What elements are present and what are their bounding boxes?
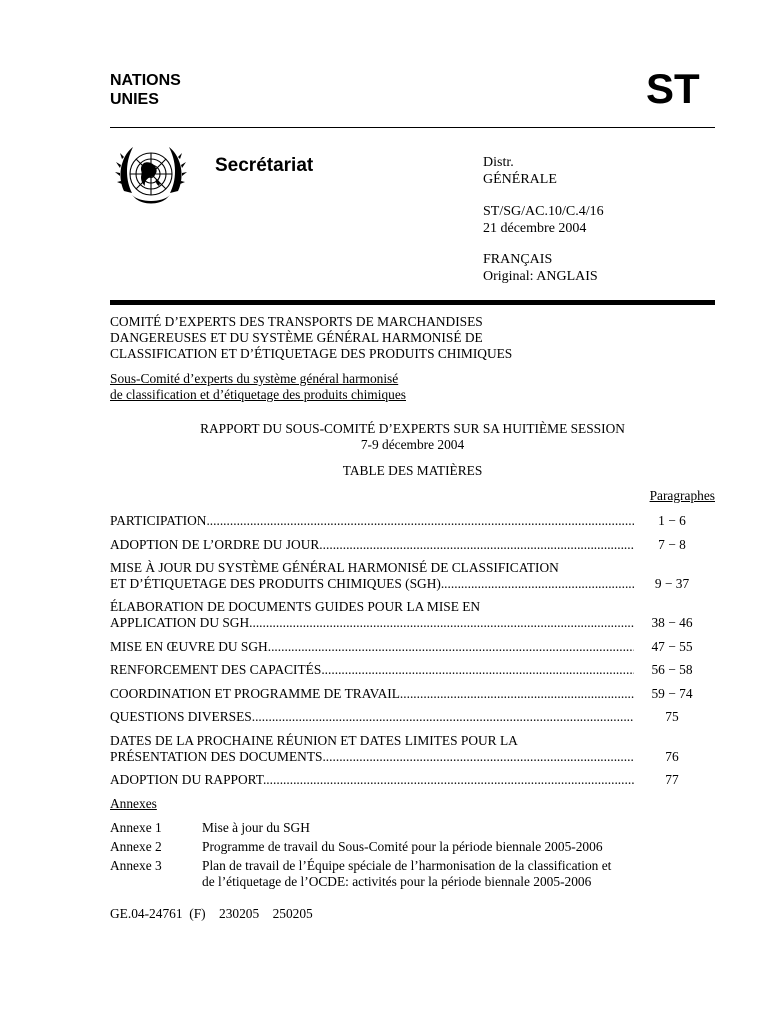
annex-description: Plan de travail de l’Équipe spéciale de l’harmonisation de la classification et de l’étiquetage de l’OCDE: activités pour la période biennale 2005-2006 (202, 858, 612, 889)
toc-entry-pages: 56 − 58 (651, 662, 693, 677)
document-series: ST (646, 65, 700, 112)
toc-entry (110, 772, 715, 788)
footer-doc-code: GE.04-24761 (110, 906, 183, 921)
toc-entry (110, 537, 715, 553)
toc-title: TABLE DES MATIÈRES (342, 463, 483, 478)
annex-description: Programme de travail du Sous-Comité pour la période biennale 2005-2006 (202, 839, 603, 854)
subcommittee-line-2: de classification et d’étiquetage des produits chimiques (110, 387, 406, 402)
footer-date-1: 230205 (219, 906, 260, 921)
distr-label: Distr. (483, 155, 514, 170)
toc-entry-title-line1: DATES DE LA PROCHAINE RÉUNION ET DATES LIMITES POUR LA (110, 733, 518, 748)
toc-entry-title-line1: ÉLABORATION DE DOCUMENTS GUIDES POUR LA MISE EN (110, 599, 481, 614)
paragraphs-header: Paragraphes (649, 488, 715, 503)
toc-entry-title-line1: MISE À JOUR DU SYSTÈME GÉNÉRAL HARMONISÉ DE CLASSIFICATION (110, 560, 559, 575)
organization-name (110, 71, 181, 109)
original-language: Original: ANGLAIS (483, 269, 598, 284)
toc-entry-pages: 7 − 8 (658, 537, 686, 552)
un-emblem-icon (114, 141, 188, 213)
toc-entry-title: ADOPTION DE L’ORDRE DU JOUR ..... (110, 537, 634, 553)
toc-entry-title: APPLICATION DU SGH ..... (110, 615, 634, 631)
subcommittee-line-1: Sous-Comité d’experts du système général harmonisé (110, 371, 399, 386)
toc-entry-title: PRÉSENTATION DES DOCUMENTS ..... (110, 749, 634, 765)
committee-name (110, 314, 610, 362)
language-block (483, 251, 598, 285)
annex-label: Annexe 1 (110, 820, 162, 835)
committee-line-3: CLASSIFICATION ET D’ÉTIQUETAGE DES PRODUITS CHIMIQUES (110, 346, 513, 361)
toc-entry-pages: 47 − 55 (651, 639, 693, 654)
toc-entry (110, 599, 715, 631)
toc-entry-pages: 59 − 74 (651, 686, 693, 701)
toc-entry (110, 639, 715, 655)
toc-entry (110, 686, 715, 702)
toc-entry-pages: 76 (665, 749, 679, 764)
toc-entry (110, 733, 715, 765)
distr-type: GÉNÉRALE (483, 172, 557, 187)
toc-entry-title: ADOPTION DU RAPPORT ..... (110, 772, 634, 788)
thick-rule (110, 300, 715, 305)
toc-entry (110, 662, 715, 678)
document-language: FRANÇAIS (483, 252, 553, 267)
annex-label: Annexe 2 (110, 839, 162, 854)
footer-lang-code: (F) (189, 906, 206, 921)
document-date: 21 décembre 2004 (483, 221, 587, 236)
toc-entry (110, 513, 715, 529)
annexes-heading: Annexes (110, 796, 157, 811)
toc-entry-pages: 77 (665, 772, 679, 787)
committee-line-2: DANGEREUSES ET DU SYSTÈME GÉNÉRAL HARMONISÉ DE (110, 330, 483, 345)
distribution-block (483, 154, 557, 188)
toc-entry-title: COORDINATION ET PROGRAMME DE TRAVAIL ..... (110, 686, 634, 702)
toc-entry (110, 560, 715, 592)
symbol-block (483, 203, 604, 237)
report-title: RAPPORT DU SOUS-COMITÉ D’EXPERTS SUR SA HUITIÈME SESSION (200, 421, 625, 436)
org-line-2: UNIES (110, 91, 159, 108)
org-line-1: NATIONS (110, 72, 181, 89)
toc-entry-title: PARTICIPATION ..... (110, 513, 634, 529)
toc-entry-pages: 38 − 46 (651, 615, 693, 630)
toc-entry-title: RENFORCEMENT DES CAPACITÉS ..... (110, 662, 634, 678)
toc-entry-title: ET D’ÉTIQUETAGE DES PRODUITS CHIMIQUES (SGH) ..... (110, 576, 634, 592)
committee-line-1: COMITÉ D’EXPERTS DES TRANSPORTS DE MARCHANDISES (110, 314, 483, 329)
annex-description: Mise à jour du SGH (202, 820, 310, 835)
subcommittee-name (110, 371, 610, 403)
report-dates: 7-9 décembre 2004 (360, 437, 465, 452)
document-symbol: ST/SG/AC.10/C.4/16 (483, 204, 604, 219)
top-rule (110, 127, 715, 128)
annex-label: Annexe 3 (110, 858, 162, 873)
toc-entry-pages: 1 − 6 (658, 513, 686, 528)
secretariat-title: Secrétariat (215, 155, 314, 176)
toc-entry-title: MISE EN ŒUVRE DU SGH ..... (110, 639, 634, 655)
toc-entry-pages: 9 − 37 (654, 576, 690, 591)
toc-entry (110, 709, 715, 725)
toc-entry-pages: 75 (665, 709, 679, 724)
document-footer (110, 906, 313, 922)
toc-entry-title: QUESTIONS DIVERSES ..... (110, 709, 634, 725)
footer-date-2: 250205 (272, 906, 313, 921)
